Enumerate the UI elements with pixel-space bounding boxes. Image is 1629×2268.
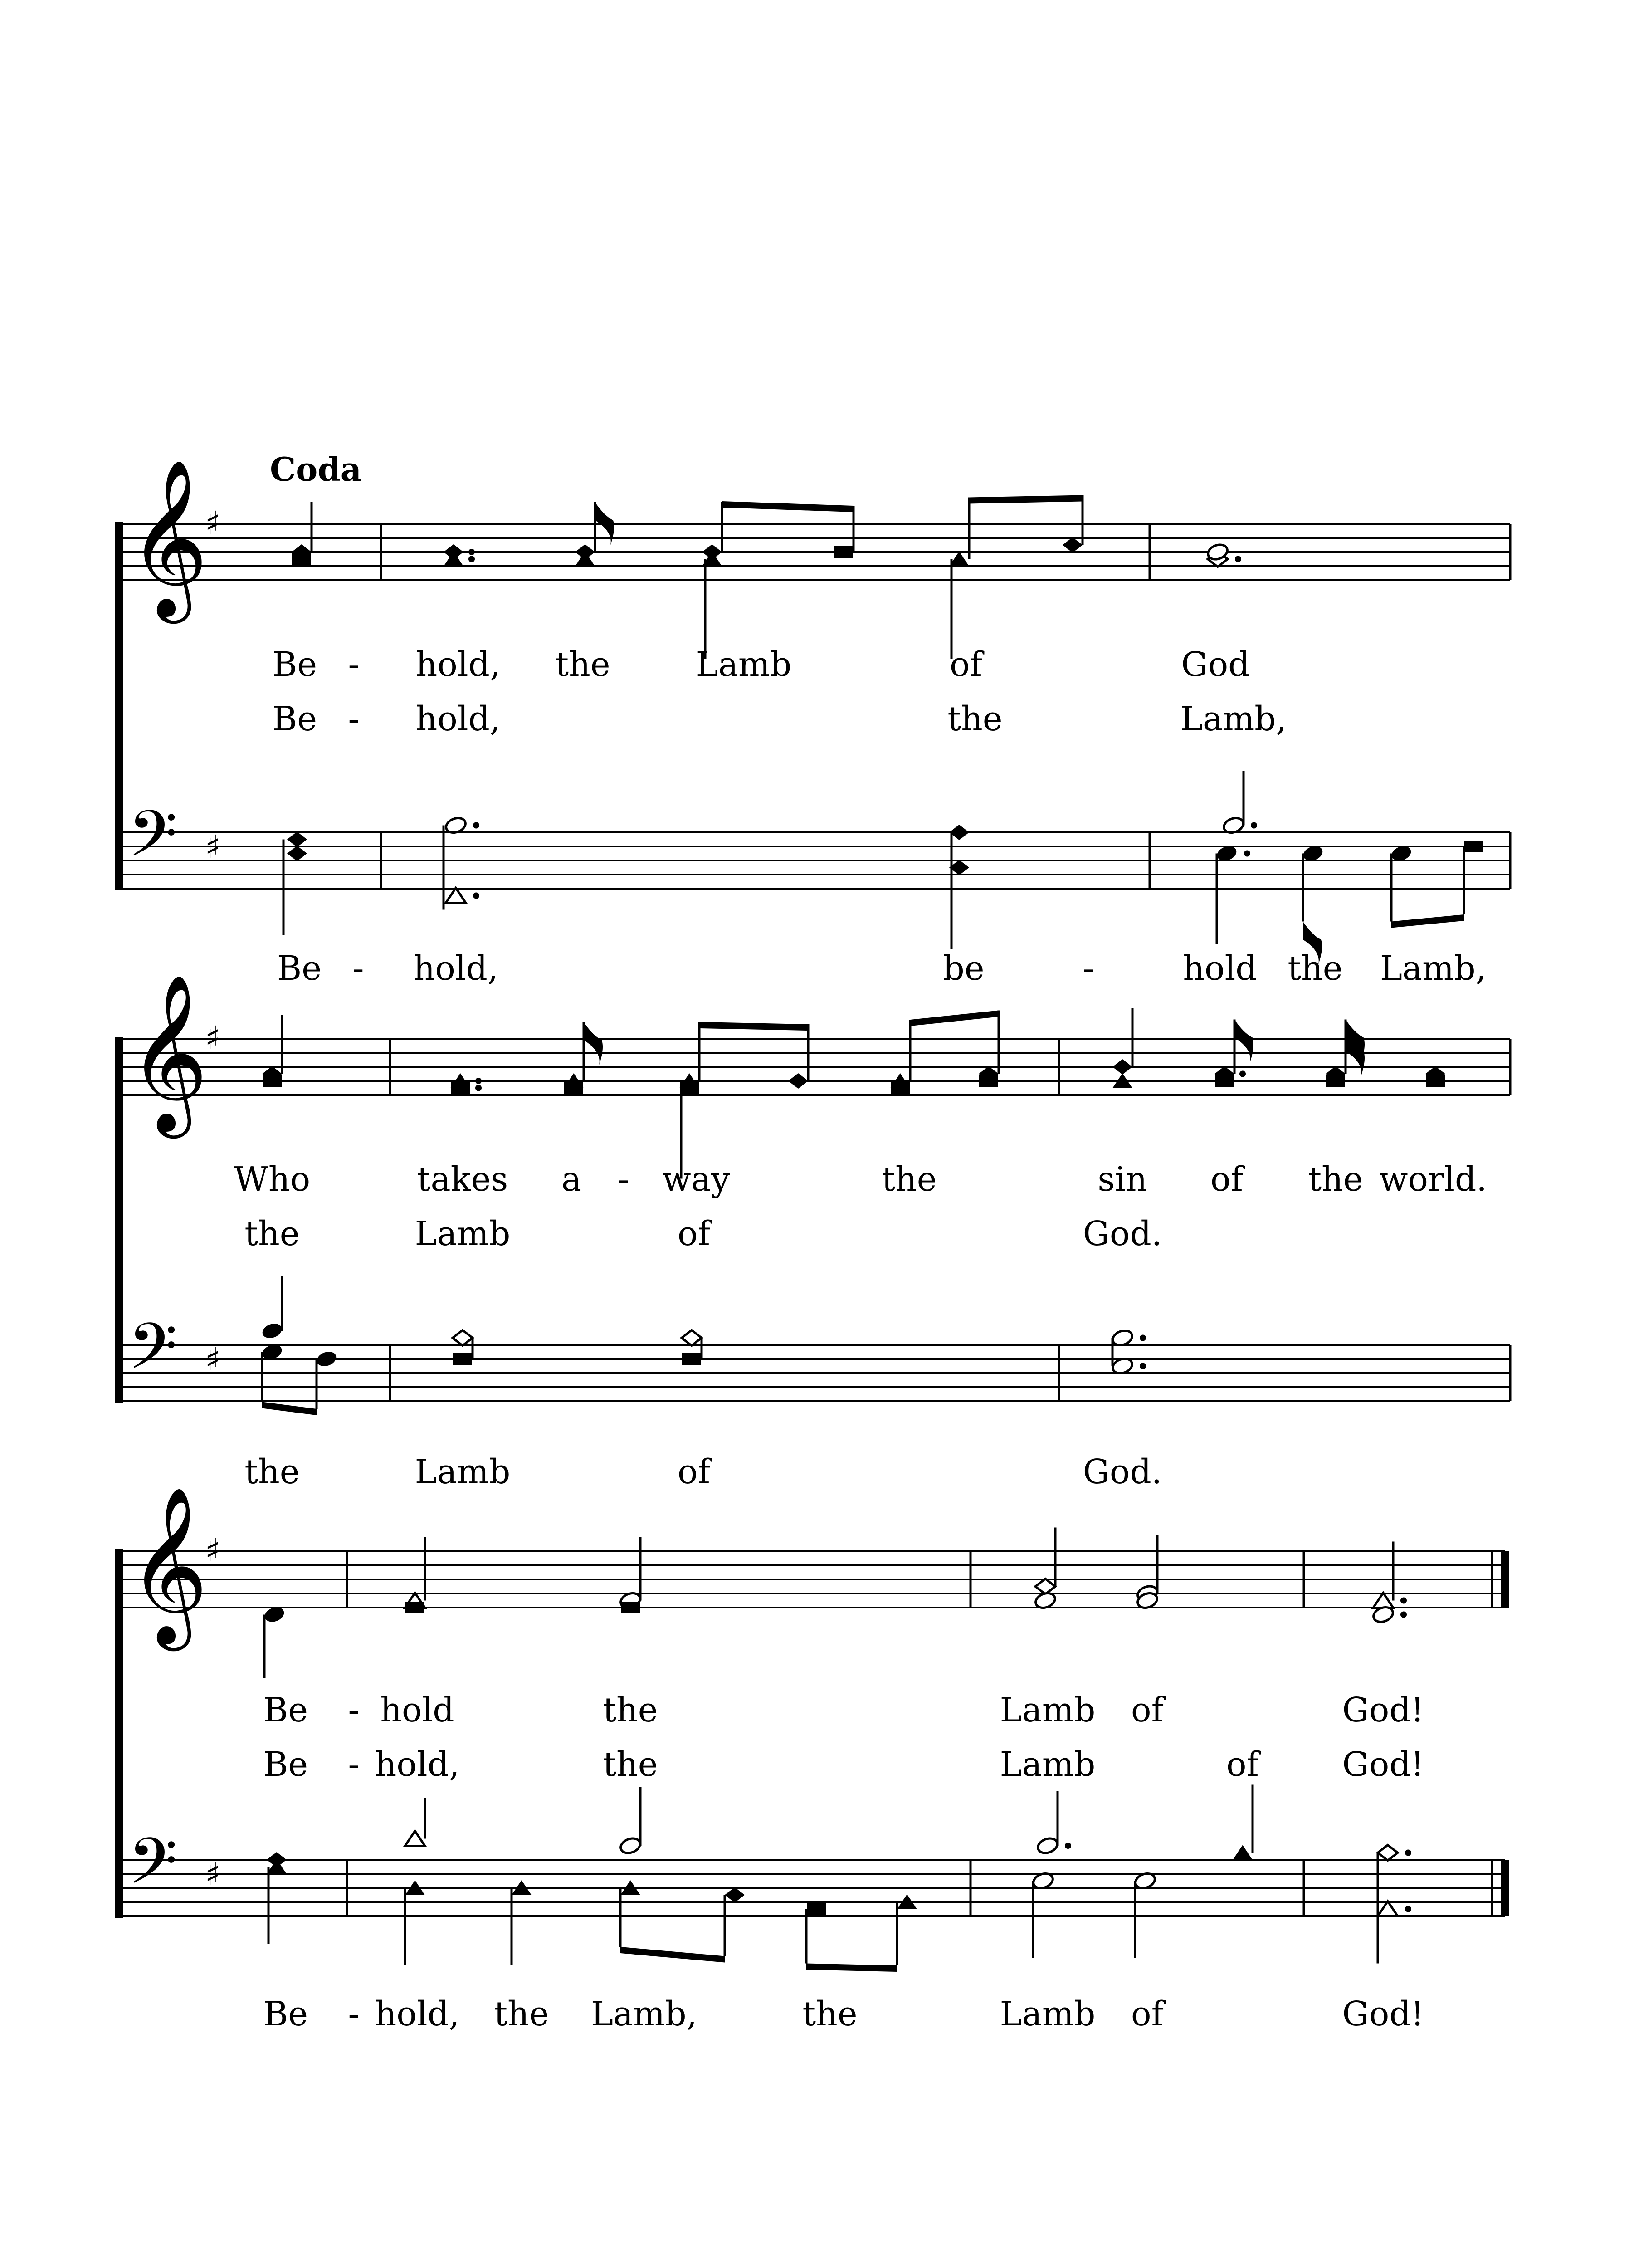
- lyric-syllable: Lamb: [696, 645, 792, 684]
- lyric-syllable: sin: [1097, 1160, 1147, 1199]
- notehead-diamond: [575, 544, 595, 560]
- lyric-syllable: of: [1210, 1160, 1243, 1199]
- notehead-diamond: [1063, 538, 1083, 553]
- notehead-diamond-open: [453, 1330, 473, 1346]
- notehead-triangle: [1233, 1845, 1253, 1860]
- augmentation-dot: [1235, 556, 1241, 562]
- key-signature-sharp: ♯: [205, 828, 220, 865]
- key-signature-sharp: ♯: [205, 1532, 220, 1569]
- lyric-syllable: the: [244, 1214, 300, 1253]
- system-3: [119, 1486, 1505, 2033]
- lyric-syllable: a: [561, 1160, 582, 1199]
- lyric-hyphen: -: [618, 1160, 629, 1199]
- lyric-syllable: the: [1308, 1160, 1363, 1199]
- notehead: [315, 1349, 338, 1369]
- lyric-syllable: be: [943, 949, 985, 988]
- notehead-open: [1036, 1836, 1059, 1855]
- lyric-syllable: Lamb,: [1180, 699, 1287, 738]
- key-signature-sharp: ♯: [205, 1856, 220, 1893]
- lyric-syllable: the: [244, 1452, 300, 1491]
- system-1: [119, 450, 1510, 988]
- lyric-hyphen: -: [348, 1691, 360, 1730]
- lyric-syllable: God!: [1342, 1994, 1424, 2033]
- notehead-diamond-open: [682, 1330, 702, 1346]
- lyric-syllable: of: [678, 1214, 710, 1253]
- lyric-syllable: of: [678, 1452, 710, 1491]
- notehead-diamond-open: [1378, 1845, 1398, 1861]
- lyric-hyphen: -: [348, 1745, 360, 1784]
- lyric-hyphen: -: [352, 949, 364, 988]
- notehead-diamond: [267, 1852, 287, 1867]
- bass-clef: 𝄢: [128, 797, 178, 887]
- notehead-diamond: [287, 832, 307, 847]
- note-beam: [806, 1964, 897, 1972]
- note-beam: [620, 1947, 725, 1963]
- lyric-syllable: Who: [234, 1160, 311, 1199]
- lyric-syllable: hold,: [375, 1994, 460, 2033]
- notehead-diamond: [287, 846, 307, 861]
- augmentation-dot: [1400, 1598, 1407, 1604]
- lyric-hyphen: -: [348, 699, 360, 738]
- augmentation-dot: [1405, 1850, 1411, 1856]
- lyric-syllable: the: [555, 645, 610, 684]
- lyric-syllable: Be: [277, 949, 322, 988]
- augmentation-dot: [468, 549, 475, 555]
- lyric-syllable: the: [947, 699, 1003, 738]
- notehead-square: [834, 546, 853, 558]
- notehead-square: [405, 1602, 424, 1613]
- augmentation-dot: [468, 556, 475, 562]
- notehead-triangle-open: [405, 1831, 425, 1846]
- treble-clef: 𝄞: [128, 973, 209, 1131]
- note-beam: [969, 495, 1083, 504]
- note-beam: [699, 1022, 808, 1031]
- lyric-syllable: Be: [263, 1691, 308, 1730]
- lyric-syllable: takes: [417, 1160, 508, 1199]
- lyric-syllable: the: [802, 1994, 858, 2033]
- lyric-syllable: hold,: [415, 699, 501, 738]
- notehead-diamond: [444, 544, 463, 560]
- notehead-square: [1464, 841, 1483, 852]
- lyric-syllable: hold,: [413, 949, 498, 988]
- lyric-syllable: Be: [263, 1745, 308, 1784]
- lyric-hyphen: -: [1083, 949, 1094, 988]
- augmentation-dot: [1244, 850, 1250, 857]
- lyric-syllable: hold: [380, 1691, 454, 1730]
- lyric-syllable: Lamb: [415, 1452, 511, 1491]
- notehead-triangle-open: [1373, 1593, 1393, 1608]
- lyric-syllable: hold,: [415, 645, 501, 684]
- lyric-syllable: of: [1131, 1691, 1164, 1730]
- note-beam: [722, 501, 854, 512]
- lyric-syllable: the: [603, 1691, 658, 1730]
- bass-clef: 𝄢: [128, 1310, 178, 1399]
- note-beam: [262, 1402, 317, 1416]
- augmentation-dot: [1065, 1843, 1071, 1849]
- key-signature-sharp: ♯: [205, 1019, 220, 1056]
- augmentation-dot: [1400, 1612, 1407, 1618]
- note-beam: [1391, 914, 1464, 928]
- note-flag: [584, 1022, 603, 1065]
- lyric-syllable: Lamb: [1000, 1994, 1096, 2033]
- augmentation-dot: [1251, 822, 1257, 829]
- augmentation-dot: [1140, 1363, 1146, 1369]
- lyric-syllable: world.: [1379, 1160, 1487, 1199]
- lyric-syllable: God!: [1342, 1691, 1424, 1730]
- key-signature-sharp: ♯: [205, 504, 220, 542]
- notehead-diamond: [1112, 1059, 1132, 1075]
- lyric-syllable: way: [662, 1160, 730, 1199]
- bass-clef: 𝄢: [128, 1824, 178, 1914]
- lyric-syllable: Lamb,: [1380, 949, 1487, 988]
- lyric-syllable: Lamb,: [590, 1994, 697, 2033]
- notehead-open: [619, 1836, 642, 1855]
- notehead-square: [453, 1353, 472, 1365]
- notehead-triangle-open: [1378, 1901, 1398, 1916]
- lyric-syllable: the: [603, 1745, 658, 1784]
- augmentation-dot: [475, 1085, 482, 1091]
- lyric-syllable: the: [494, 1994, 549, 2033]
- augmentation-dot: [1239, 1071, 1246, 1077]
- treble-clef: 𝄞: [128, 1486, 209, 1644]
- lyric-syllable: God.: [1083, 1452, 1162, 1491]
- augmentation-dot: [1405, 1906, 1411, 1912]
- notehead-diamond: [788, 1073, 808, 1089]
- lyric-syllable: Be: [272, 645, 317, 684]
- lyric-syllable: hold,: [375, 1745, 460, 1784]
- lyric-hyphen: -: [348, 645, 360, 684]
- note-flag: [1234, 1020, 1253, 1063]
- augmentation-dot: [1140, 1335, 1146, 1341]
- notehead-square: [682, 1353, 701, 1365]
- notehead-diamond: [702, 544, 722, 560]
- note-beam: [910, 1011, 999, 1026]
- augmentation-dot: [475, 1078, 482, 1084]
- notehead-square: [807, 1903, 826, 1915]
- key-signature-sharp: ♯: [205, 1341, 220, 1378]
- augmentation-dot: [473, 893, 479, 899]
- lyric-syllable: Be: [263, 1994, 308, 2033]
- lyric-syllable: Be: [272, 699, 317, 738]
- notehead: [260, 1321, 284, 1340]
- lyric-syllable: hold: [1183, 949, 1257, 988]
- lyric-syllable: God.: [1083, 1214, 1162, 1253]
- notehead-diamond: [725, 1887, 745, 1903]
- lyric-syllable: of: [1226, 1745, 1259, 1784]
- notehead-diamond-open: [1035, 1579, 1055, 1594]
- lyric-syllable: of: [1131, 1994, 1164, 2033]
- notehead-square: [621, 1602, 640, 1613]
- lyric-syllable: Lamb: [1000, 1691, 1096, 1730]
- treble-clef: 𝄞: [128, 458, 209, 616]
- lyric-syllable: Lamb: [415, 1214, 511, 1253]
- section-marking: Coda: [270, 450, 362, 489]
- lyric-syllable: God: [1181, 645, 1250, 684]
- lyric-syllable: Lamb: [1000, 1745, 1096, 1784]
- lyric-hyphen: -: [348, 1994, 360, 2033]
- lyric-syllable: the: [882, 1160, 937, 1199]
- system-2: [119, 973, 1510, 1491]
- lyric-syllable: of: [950, 645, 982, 684]
- notehead-triangle-open: [446, 888, 466, 903]
- augmentation-dot: [473, 822, 479, 829]
- lyric-syllable: the: [1288, 949, 1343, 988]
- lyric-syllable: God!: [1342, 1745, 1424, 1784]
